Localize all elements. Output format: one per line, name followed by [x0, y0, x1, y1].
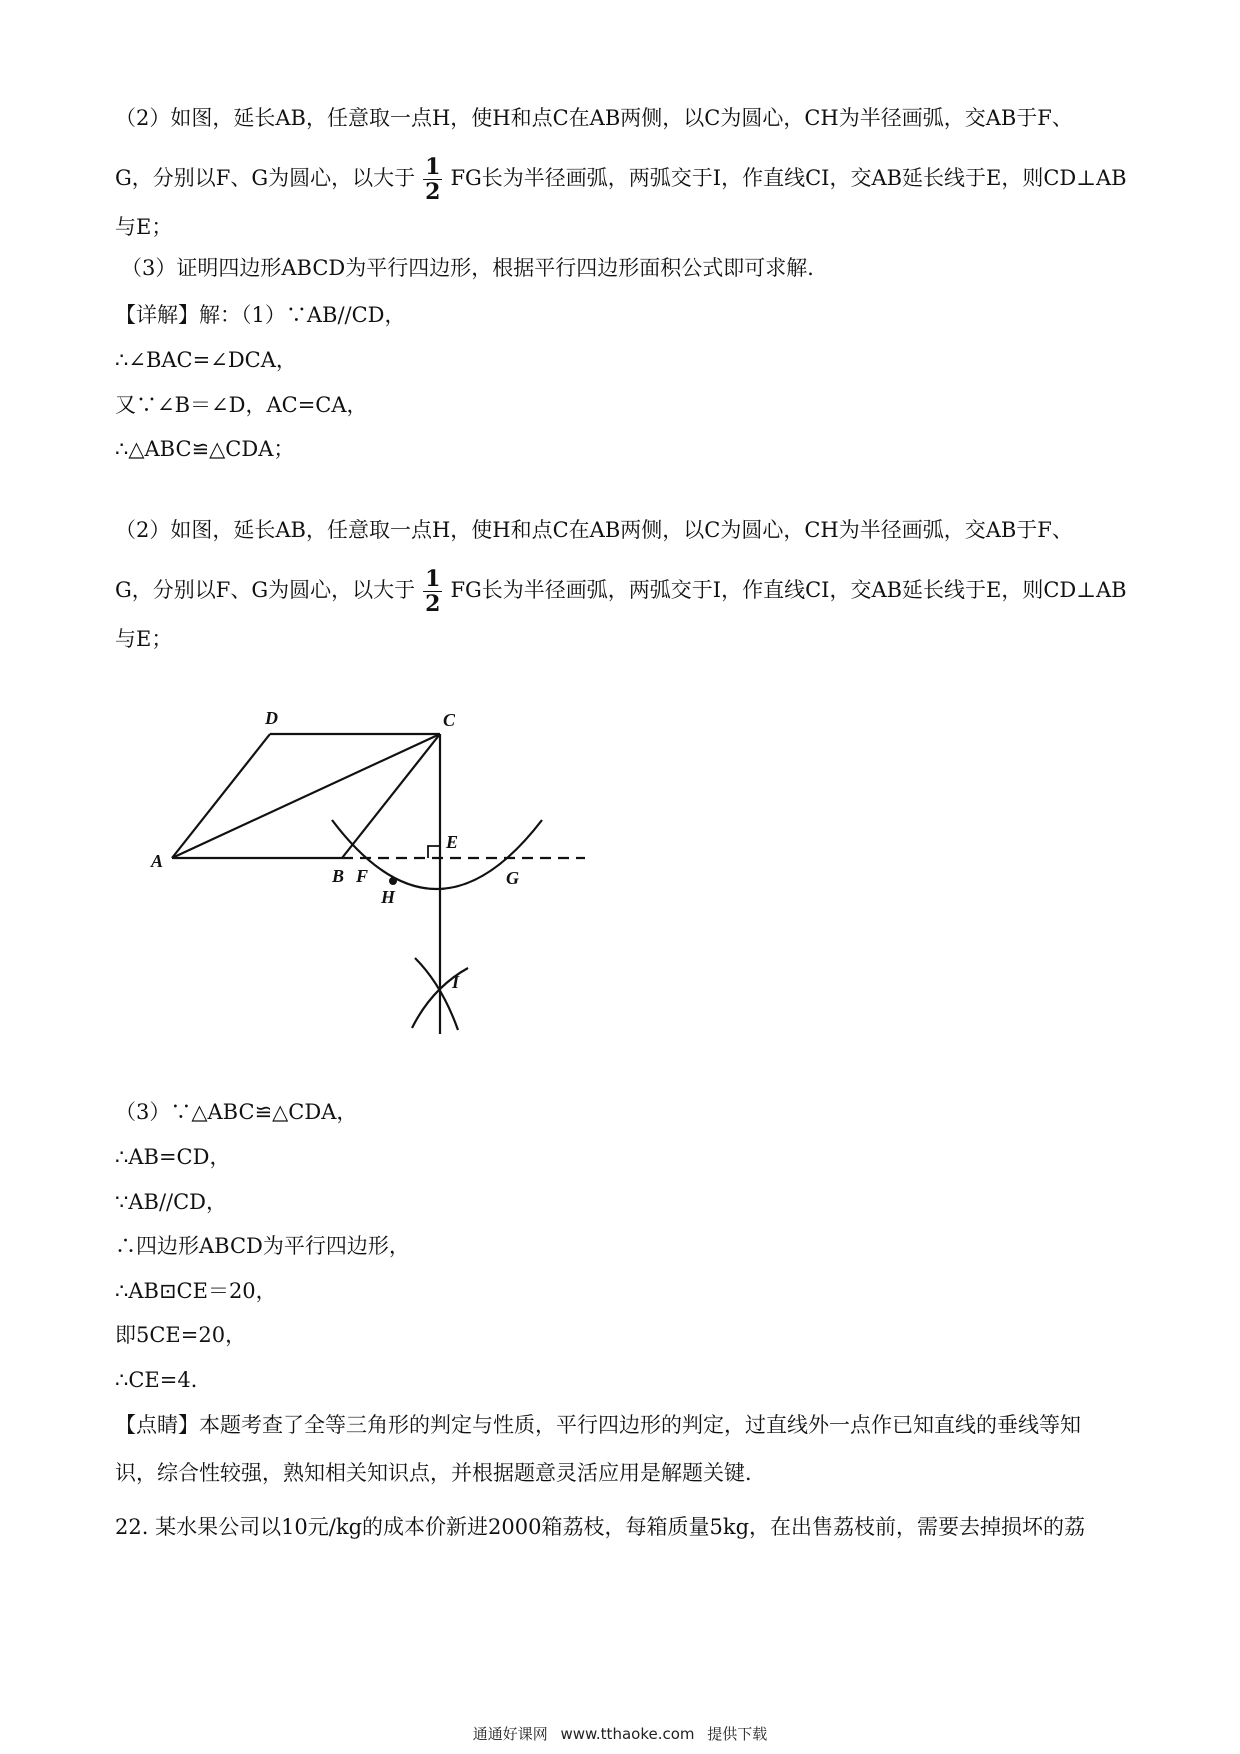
solution-part2-line2 [115, 567, 1130, 616]
segment-ad [172, 734, 270, 858]
solution-part2-line2-a: G，分别以F、G为圆心，以大于 [115, 578, 416, 602]
fraction-one-half-2 [423, 567, 442, 616]
solution-line3: 又∵∠B＝∠D，AC=CA， [115, 393, 368, 417]
comment-line2: 识，综合性较强，熟知相关知识点，并根据题意灵活应用是解题关键． [115, 1461, 766, 1485]
question-22-line1: 22. 某水果公司以10元/kg的成本价新进2000箱荔枝，每箱质量5kg，在出售荔枝前，需要去掉损坏的荔 [115, 1515, 1086, 1539]
solution-part3-line7: ∴CE=4． [115, 1368, 212, 1392]
hint-part2-line2 [115, 155, 1130, 204]
hint-part2-line1: （2）如图，延长AB，任意取一点H，使H和点C在AB两侧，以C为圆心，CH为半径画弧，交AB于F、 [115, 106, 1073, 130]
solution-part3-line5: ∴AB⊡CE＝20， [115, 1279, 277, 1303]
fraction-denominator: 2 [425, 179, 441, 205]
solution-line2: ∴∠BAC=∠DCA， [115, 348, 297, 372]
solution-part2-line1: （2）如图，延长AB，任意取一点H，使H和点C在AB两侧，以C为圆心，CH为半径画弧，交AB于F、 [115, 518, 1073, 542]
geometry-figure [140, 690, 600, 1040]
fraction-denominator-2: 2 [425, 591, 441, 617]
hint-part2-line2-b: FG长为半径画弧，两弧交于I，作直线CI，交AB延长线于E，则CD⊥AB [450, 166, 1127, 190]
fraction-numerator: 1 [425, 154, 441, 180]
point-h-dot [389, 877, 397, 885]
footer-action: 提供下载 [707, 1725, 768, 1743]
label-h: H [381, 887, 396, 907]
label-d: D [265, 708, 278, 728]
label-i: I [452, 972, 460, 992]
solution-part3-line2: ∴AB=CD， [115, 1145, 231, 1169]
solution-part3-line4: ∴四边形ABCD为平行四边形， [115, 1234, 410, 1258]
solution-part3-line1: （3）∵△ABC≌△CDA， [115, 1100, 358, 1124]
label-g: G [506, 868, 519, 888]
hint-part2-line3: 与E； [115, 215, 173, 239]
label-a: A [151, 851, 164, 871]
hint-part2-line2-a: G，分别以F、G为圆心，以大于 [115, 166, 416, 190]
footer-url[interactable]: www.tthaoke.com [560, 1725, 695, 1743]
fraction-one-half [423, 155, 442, 204]
comment-line1: 【点睛】本题考查了全等三角形的判定与性质，平行四边形的判定，过直线外一点作已知直线的垂线等知 [115, 1413, 1081, 1437]
label-b: B [332, 866, 345, 886]
segment-bc [342, 734, 440, 858]
segment-ac [172, 734, 440, 858]
label-e: E [446, 832, 459, 852]
solution-part3-line6: 即5CE=20， [115, 1323, 247, 1347]
page-footer [0, 1723, 1240, 1744]
footer-site-name: 通通好课网 [472, 1725, 548, 1743]
fraction-numerator-2: 1 [425, 566, 441, 592]
solution-part2-line2-b: FG长为半径画弧，两弧交于I，作直线CI，交AB延长线于E，则CD⊥AB [450, 578, 1127, 602]
solution-part3-line3: ∵AB//CD， [115, 1190, 228, 1214]
label-f: F [356, 866, 369, 886]
solution-part2-line3: 与E； [115, 627, 173, 651]
hint-part3: （3）证明四边形ABCD为平行四边形，根据平行四边形面积公式即可求解． [121, 256, 829, 280]
solution-line1: 【详解】解：（1）∵AB//CD， [115, 303, 406, 327]
label-c: C [443, 710, 456, 730]
right-angle-mark [428, 846, 440, 858]
solution-line4: ∴△ABC≌△CDA； [115, 437, 295, 461]
